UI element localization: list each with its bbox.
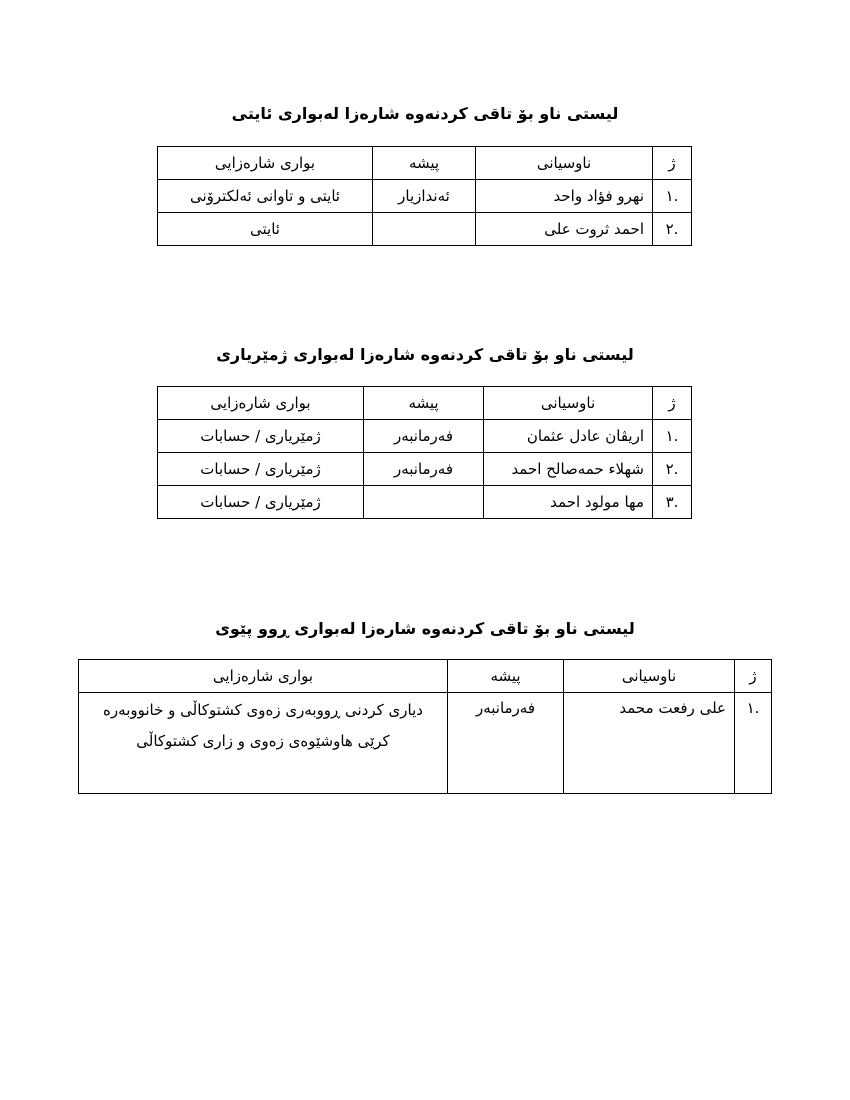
row-field: ئایتی	[158, 213, 373, 246]
header-number: ژ	[735, 660, 772, 693]
section-title-survey: لیستی ناو بۆ تاقی کردنەوە شارەزا لەبواری ڕوو پێوی	[215, 619, 635, 638]
row-job	[364, 486, 484, 519]
table-it	[157, 146, 692, 246]
header-job: پیشە	[364, 387, 484, 420]
row-name: نهرو فؤاد واحد	[476, 180, 653, 213]
section-title-it: لیستی ناو بۆ تاقی کردنەوە شارەزا لەبواری ئایتی	[231, 104, 619, 123]
row-field: ژمێریاری / حسابات	[158, 453, 364, 486]
row-job: فەرمانبەر	[448, 693, 564, 794]
header-field: بواری شارەزایی	[158, 147, 373, 180]
row-name: مها مولود احمد	[484, 486, 653, 519]
table-row	[158, 420, 692, 453]
table-row	[158, 486, 692, 519]
table-header-row	[79, 660, 772, 693]
table-row	[158, 180, 692, 213]
header-number: ژ	[653, 387, 692, 420]
row-field: ژمێریاری / حسابات	[158, 420, 364, 453]
table-row	[158, 453, 692, 486]
table-row	[79, 693, 772, 794]
table-header-row	[158, 147, 692, 180]
header-name: ناوسیانی	[564, 660, 735, 693]
row-number: .٢	[653, 453, 692, 486]
row-name: احمد ثروت علی	[476, 213, 653, 246]
header-name: ناوسیانی	[484, 387, 653, 420]
row-number: .٣	[653, 486, 692, 519]
row-job: فەرمانبەر	[364, 453, 484, 486]
row-field: ژمێریاری / حسابات	[158, 486, 364, 519]
row-number: .١	[653, 420, 692, 453]
header-name: ناوسیانی	[476, 147, 653, 180]
header-number: ژ	[653, 147, 692, 180]
row-name: شهلاء حمەصالح احمد	[484, 453, 653, 486]
table-survey	[78, 659, 772, 794]
row-job	[373, 213, 476, 246]
row-name: اریڤان عادل عثمان	[484, 420, 653, 453]
row-name: علی رفعت محمد	[564, 693, 735, 794]
row-field: ئایتی و تاوانی ئەلکترۆنی	[158, 180, 373, 213]
row-field: دیاری کردنی ڕووبەری زەوی کشتوکاڵی و خانووبەرە کرێی هاوشێوەی زەوی و زاری کشتوکاڵی	[79, 693, 448, 794]
row-number: .٢	[653, 213, 692, 246]
table-accounting	[157, 386, 692, 519]
header-field: بواری شارەزایی	[158, 387, 364, 420]
row-number: .١	[653, 180, 692, 213]
header-job: پیشە	[448, 660, 564, 693]
table-header-row	[158, 387, 692, 420]
header-job: پیشە	[373, 147, 476, 180]
table-row	[158, 213, 692, 246]
header-field: بواری شارەزایی	[79, 660, 448, 693]
row-job: فەرمانبەر	[364, 420, 484, 453]
section-title-accounting: لیستی ناو بۆ تاقی کردنەوە شارەزا لەبواری ژمێریاری	[216, 345, 634, 364]
row-number: .١	[735, 693, 772, 794]
row-job: ئەندازیار	[373, 180, 476, 213]
